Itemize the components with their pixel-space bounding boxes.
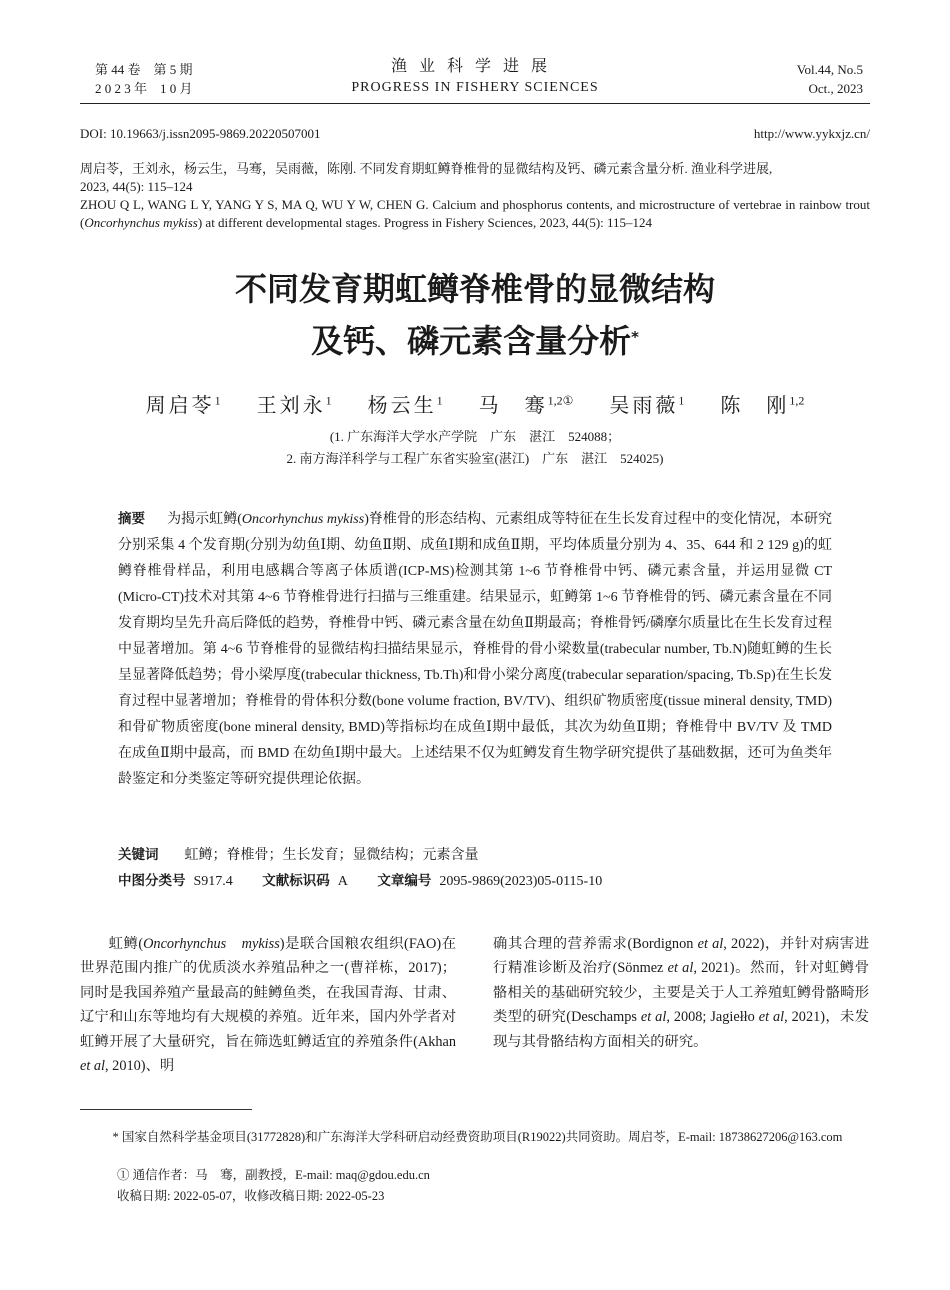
article-number-value: 2095-9869(2023)05-0115-10 (439, 874, 603, 889)
abstract-species: Oncorhynchus mykiss (241, 512, 365, 527)
keywords-text: 虹鳟；脊椎骨；生长发育；显微结构；元素含量 (184, 848, 479, 863)
article-title (0, 263, 950, 367)
author: 杨云生$^1$ (367, 393, 443, 417)
author: 周启苓$^1$ (145, 393, 221, 417)
author: 吴雨薇$^1$ (609, 393, 685, 417)
citation-block (80, 160, 870, 232)
affiliation-1: (1. 广东海洋大学水产学院 广东 湛江 524088； (329, 429, 621, 444)
abstract: 摘要 为揭示虹鳟(Oncorhynchus mykiss)脊椎骨的形态结构、元素组成等特征在生长发育过程中的变化情况，本研究分别采集 4 个发育期(分别为幼鱼Ⅰ期、幼鱼Ⅱ期、成鱼Ⅰ期和成鱼Ⅱ期，平均体质量分别为 4、35、644 和 2 129 g)的虹鳟脊椎骨样品，利用电感耦合等离子体质谱(ICP-MS)检测其第 1~6 节脊椎骨中钙、磷元素含量，并运用显微 CT (Micro-CT)技术对其第 4~6 节脊椎骨进行扫描与三维重建。结果显示，虹鳟第 1~6 节脊椎骨的钙、磷元素含量在不同发育期均呈先升高后降低的趋势，脊椎骨中钙、磷元素含量在幼鱼Ⅱ期最高；脊椎骨钙/磷摩尔质量比在生长发育过程中显著增加。第 4~6 节脊椎骨的显微结构扫描结果显示，脊椎骨的骨小梁数量(trabecular number, Tb.N)随虹鳟的生长呈显著降低趋势；骨小梁厚度(trabecular thickness, Tb.Th)和骨小梁分离度(trabecular separation/spacing, Tb.Sp)在生长发育过程中显著增加；脊椎骨的骨体积分数(bone volume fraction, BV/TV)、组织矿物质密度(tissue mineral density, TMD)和骨矿物质密度(bone mineral density, BMD)等指标均在成鱼Ⅰ期中最低，其次为幼鱼Ⅱ期；脊椎骨中 BV/TV 及 TMD 在成鱼Ⅱ期中最高，而 BMD 在幼鱼Ⅰ期中最大。上述结果不仅为虹鳟发育生物学研究提供了基础数据，还可为鱼类年龄鉴定和分类鉴定等研究提供理论依据。 (118, 511, 832, 787)
affiliation-2: 2. 南方海洋科学与工程广东省实验室(湛江) 广东 湛江 524025) (286, 451, 664, 466)
doi: DOI: 10.19663/j.issn2095-9869.20220507001 (80, 126, 321, 141)
footnote-funding: * 国家自然科学基金项目(31772828)和广东海洋大学科研启动经费资助项目(R19022)共同资助。周启苓，E-mail: 18738627206@163.com (112, 1130, 843, 1144)
author: 马 骞$^{1,2①}$ (478, 393, 574, 417)
volume-issue-en: Vol.44, No.5 (796, 62, 863, 77)
clc-value: S917.4 (193, 874, 233, 889)
body-column-left: 虹鳟(Oncorhynchus mykiss)是联合国粮农组织(FAO)在世界范围内推广的优质淡水养殖品种之一(曹祥栋，2017)；同时是我国养殖产量最高的鲑鳟鱼类，在我国青海、甘肃、辽宁和山东等地均有大规模的养殖。近年来，国内外学者对虹鳟开展了大量研究，旨在筛选虹鳟适宜的养殖条件(Akhan et al, 2010)、明 (80, 936, 456, 1075)
doc-code-value: A (337, 874, 348, 889)
body-column-right: 确其合理的营养需求(Bordignon et al, 2022)，并针对病害进行精准诊断及治疗(Sönmez et al, 2021)。然而，针对虹鳟骨骼相关的基础研究较少，主要是关于人工养殖虹鳟骨骼畸形类型的研究(Deschamps et al, 2008; Jagiełło et al, 2021)，未发现与其骨骼结构方面相关的研究。 (493, 936, 869, 1050)
journal-name-cn: 渔业科学进展 (390, 58, 559, 75)
clc-label: 中图分类号 (118, 873, 186, 889)
footnote-rule (80, 1109, 252, 1110)
title-line1: 不同发育期虹鳟脊椎骨的显微结构 (234, 270, 715, 308)
author: 王刘永$^1$ (256, 393, 332, 417)
date-en: Oct., 2023 (808, 81, 863, 96)
keywords-label: 关键词 (118, 847, 159, 863)
classification-row (118, 868, 832, 895)
abstract-label: 摘要 (118, 511, 146, 527)
header-rule (80, 103, 870, 104)
title-line2: 及钙、磷元素含量分析* (311, 322, 639, 360)
doc-code-label: 文献标识码 (262, 873, 330, 889)
affiliations (0, 426, 950, 470)
author-list (0, 386, 950, 420)
citation-cn-line2: 2023, 44(5): 115–124 (80, 179, 193, 194)
article-number-label: 文章编号 (377, 873, 432, 889)
volume-issue-cn: 第 44 卷 第 5 期 (95, 62, 193, 77)
footnote-corresponding: ① 通信作者：马 骞，副教授，E-mail: maq@gdou.edu.cn (117, 1168, 430, 1182)
journal-url[interactable]: http://www.yykxjz.cn/ (753, 126, 870, 141)
citation-cn-line1: 周启苓，王刘永，杨云生，马骞，吴雨薇，陈刚. 不同发育期虹鳟脊椎骨的显微结构及钙、磷元素含量分析. 渔业科学进展, (80, 161, 773, 176)
running-header-right (797, 60, 863, 98)
footnote-dates: 收稿日期: 2022-05-07，收修改稿日期: 2022-05-23 (117, 1189, 385, 1203)
title-footnote-mark: * (631, 328, 639, 346)
citation-en: ZHOU Q L, WANG L Y, YANG Y S, MA Q, WU Y W, CHEN G. Calcium and phosphorus contents, and microstructure of vertebrae in rainbow trout (Oncorhynchus mykiss) at different developmental stages. Progress in Fishery Sciences, 2023, 44(5): 115–124 (80, 197, 870, 230)
date-cn: 2 0 2 3 年 1 0 月 (95, 81, 193, 96)
author: 陈 刚$^{1,2}$ (720, 393, 805, 417)
doi-row (80, 125, 870, 143)
citation-species: Oncorhynchus mykiss (84, 215, 198, 230)
keywords (118, 842, 832, 869)
journal-name-en: PROGRESS IN FISHERY SCIENCES (351, 80, 599, 95)
